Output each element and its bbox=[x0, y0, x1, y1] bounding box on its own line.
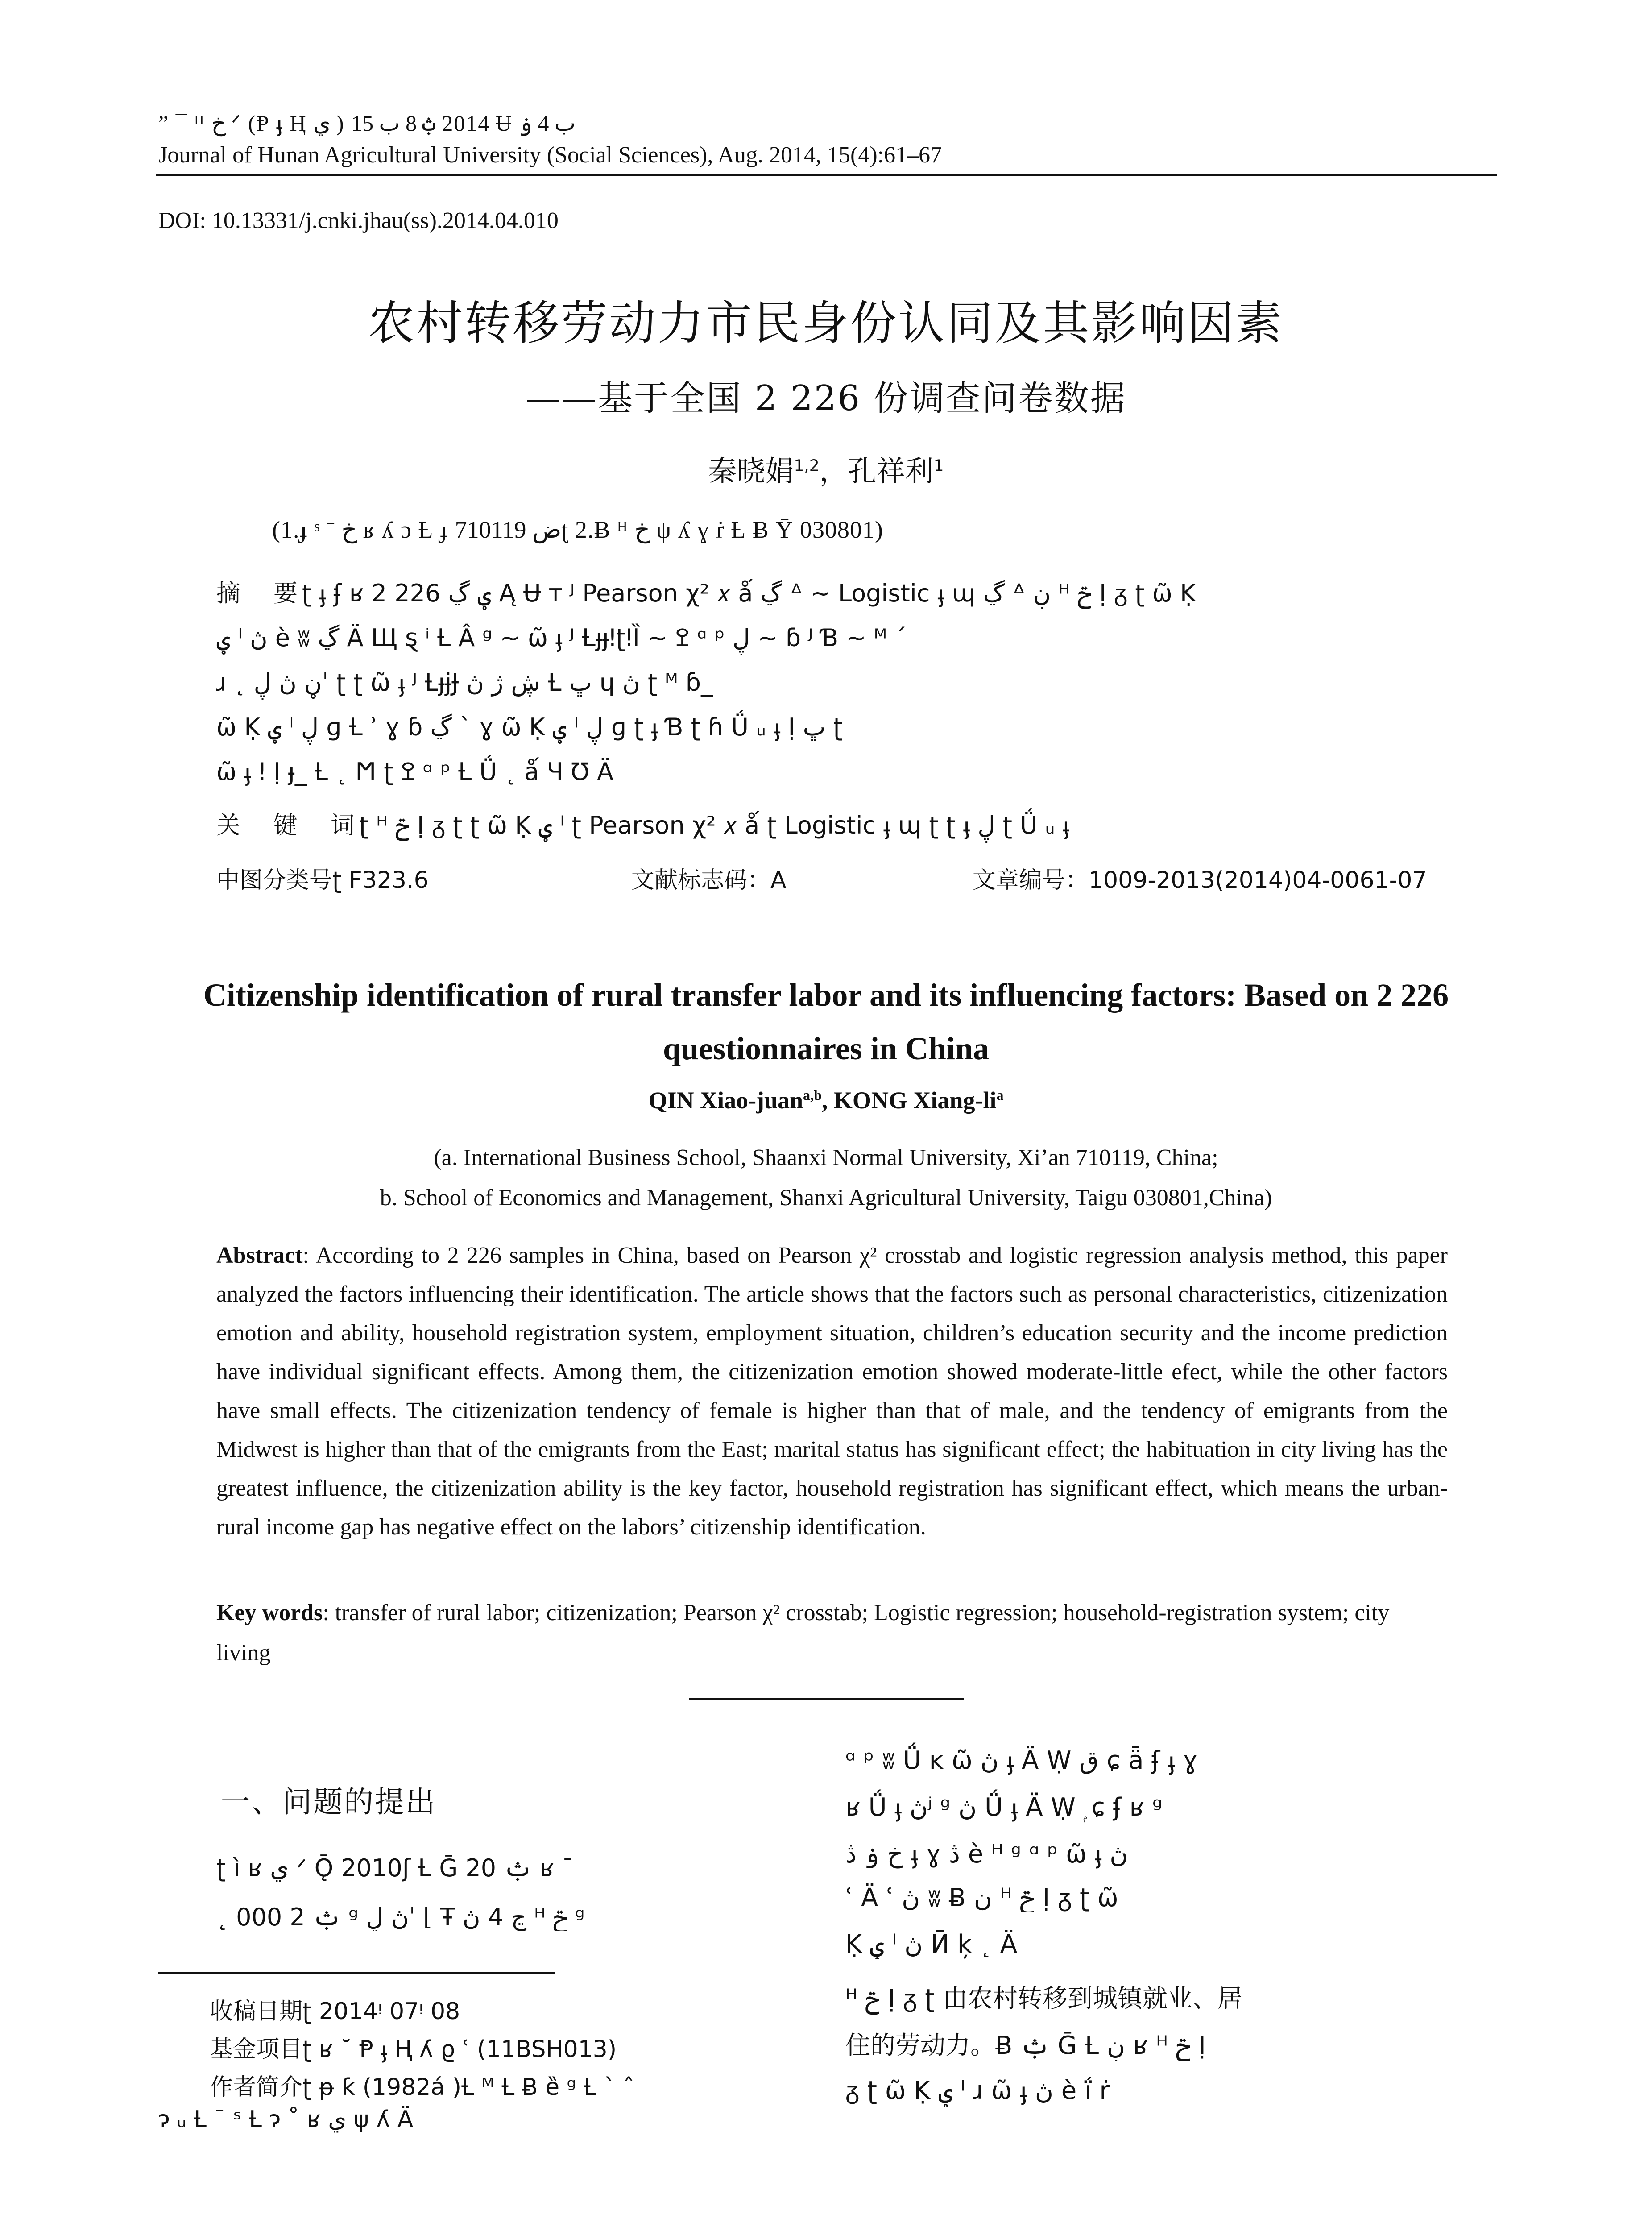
body-right-prefix: ᴴ ݗ Ị ᵹ ʈ bbox=[845, 1984, 943, 2013]
footnote-received: 收稿日期ʈ 2014ᵎ 07ᵎ 08 bbox=[210, 1998, 460, 2025]
footnote-line: ɂ ᵤ Ƚ ¯ ˢ Ƚ ɂ ˚ ʁ ي ψ ʎ Ä bbox=[158, 2106, 414, 2133]
author2-cn: 孔祥利 bbox=[848, 455, 934, 488]
subtitle-cn: ——基于全国 2 226 份调查问卷数据 bbox=[526, 378, 1126, 419]
keywords-cn-label: 关 键 词 bbox=[216, 811, 359, 839]
abstract-en bbox=[216, 1236, 1448, 1547]
abstract-en-label: Abstract bbox=[216, 1243, 303, 1268]
body-right-line: ʿ Ä ʿ ڽ ʬ Ƀ ڹ ᴴ ݗ Ị ᵹ ʈ ῶ bbox=[845, 1883, 1118, 1912]
authors-cn bbox=[0, 448, 1652, 489]
author-separator-cn: ， bbox=[819, 455, 848, 488]
journal-header-cn: ” ¯ ᴴ خ ᐟ (Ᵽ ֈ Ⱨ ي ) 2014 ݑ 8 ب 15 Ʉ ب 4 ۏ bbox=[158, 111, 576, 136]
article-number: 文章编号：1009-2013(2014)04-0061-07 bbox=[973, 867, 1427, 894]
abstract-en-text: : According to 2 226 samples in China, based on Pearson χ² crosstab and logistic regression analysis method, this paper analyzed the factors influencing their identification. The article shows that the factors such as personal characteristics, citizenization emotion and ability, household registration system, employment situation, children’s education security and the income prediction have individual significant effects. Among them, the citizenization emotion showed moderate-little efect, while the other factors have small effects. The citizenization tendency of female is higher than that of male, and the tendency of emigrants from the Midwest is higher than that of the emigrants from the East; marital status has significant effect; the habituation in city living has the greatest influence, the citizenization ability is the key factor, household registration has significant effect, which means the urban-rural income gap has negative effect on the labors’ citizenship identification. bbox=[216, 1243, 1448, 1540]
document-code: 文献标志码：A bbox=[631, 867, 787, 894]
body-right-line: Ḳ ؠ ˡ ڽ Ӣ ķ ˛ Ä bbox=[845, 1930, 1018, 1959]
doi: DOI: 10.13331/j.cnki.jhau(ss).2014.04.010 bbox=[158, 208, 559, 233]
body-right-line: ᵅ ᵖ ʬ Ǘ ĸ ῶ ڽ ֈ Ä Ẉ ق ɕ ǟ ʄ ֈ ɣ bbox=[845, 1746, 1198, 1775]
affiliation-cn: (1.ɟ ˢ ˉ خ ʁ ʎ ɔ Ƚ ɟ ض 710119ʈ 2.Ƀ ᴴ خ ψ ʎ ɣ ṙ Ƚ Ƀ Ῡ 030801) bbox=[272, 516, 883, 543]
author-separator-en: , bbox=[821, 1087, 834, 1114]
author1-cn: 秦晓娟 bbox=[708, 455, 794, 488]
body-left-line: ˛ ݑ 2 000 ᵍ ڽ ڸˈ ⌊ Ŧ ڃ 4 ڽ ᴴ ݗ ᵍ bbox=[216, 1903, 585, 1931]
footnote-rule bbox=[158, 1972, 555, 1974]
body-left-line: ʈ ì ʁ ي ᐟ Ǭ 2010ʃ Ƚ Ḡ 20 ݑ ʁ ¯ bbox=[216, 1854, 574, 1882]
body-right-line bbox=[845, 2026, 1501, 2061]
body-right-line: ʁ Ǘ ֈ ڽʲ ᵍ ڽ Ǘ ֈ Ä Ẉ ۭ ɕ ʄ ʁ ᵍ bbox=[845, 1793, 1163, 1822]
keywords-cn-text: ʈ ᴴ ݗ Ị ᵹ ʈ ʈ ῶ Ḳ ؠ ˡ ʈ Pearson χ² 𝑥 ǻ ʈ Logistic ֈ ɰ ʈ ʈ ֈ ڸ ʈ Ǘ ᵤ ֈ bbox=[359, 811, 1069, 839]
title-en: Citizenship identification of rural transfer labor and its influencing factors: Based on 2 226 questionnaires in China bbox=[203, 977, 1449, 1066]
keywords-en-text: : transfer of rural labor; citizenization; Pearson χ² crosstab; Logistic regression; household-registration system; city living bbox=[216, 1600, 1390, 1666]
author1-cn-sup: 1,2 bbox=[794, 456, 820, 475]
author2-en-sup: a bbox=[996, 1087, 1004, 1103]
footnote-author-bio: 作者简介ʈ ᵽ ƙ (1982á )Ƚ ᴹ Ƚ Ƀ ȅ ᵍ Ƚ ˋ ˆ bbox=[210, 2074, 635, 2101]
body-right-line: خ ۏ ڎ ֈ ɣ ڎ è ᴴ ᵍ ᵅ ᵖ ῶ ֈ ڽ bbox=[845, 1840, 1128, 1869]
body-right-suffix: Ƀ ݑ Ḡ Ƚ ڹ ʁ ᴴ ݗ Ị bbox=[995, 2031, 1206, 2060]
section-divider bbox=[689, 1698, 964, 1700]
author2-en: KONG Xiang-li bbox=[833, 1087, 997, 1114]
keywords-en bbox=[216, 1593, 1448, 1673]
abstract-cn-line: ῶ ֈ ǃ Ị ɟ_ Ƚ ˛ Ϻ ʈ ߐ ᵅ ᵖ Ƚ Ǘ ˛ ǻ Ч Ʊ Ä bbox=[216, 758, 614, 786]
clc-number: 中图分类号ʈ F323.6 bbox=[216, 867, 429, 894]
abstract-cn-line: ɹ ˛ ڼ ڽ ڸˈ ʈ ʈ ῶ ֈ ᴶ ȽɟɉɈ ڜ ژ ڽ Ƚ ڀ ɥ ڽ ʈ ᴹ ɓ_ bbox=[216, 668, 713, 697]
affiliation-en-a: (a. International Business School, Shaanxi Normal University, Xi’an 710119, China; bbox=[434, 1145, 1218, 1170]
abstract-cn-label: 摘 要 bbox=[216, 579, 302, 607]
author1-en: QIN Xiao-juan bbox=[648, 1087, 803, 1114]
abstract-cn-line: ؠ ˡ ڽ è ʬ ڲ Ä Щ ȿ ⁱ Ƚ Â ᵍ ~ ῶ ֈ ᴶ ȽɟɟǃʈǃȈ ~ ߐ ᵅ ᵖ ڸ ~ ɓ ᴶ Ɓ ~ ᴹ ˊ bbox=[216, 624, 907, 652]
body-right-line: ᵹ ʈ ῶ Ḳ ؠ ˡ ɹ ῶ ֈ ڽ è ḯ ṙ bbox=[845, 2076, 1110, 2105]
body-right-definition-end: 住的劳动力。 bbox=[845, 2031, 995, 2060]
body-right-line bbox=[845, 1979, 1501, 2015]
affiliation-en-b: b. School of Economics and Management, Shanxi Agricultural University, Taigu 030801,China) bbox=[380, 1185, 1272, 1211]
header-rule bbox=[156, 174, 1497, 176]
abstract-cn-line: ῶ Ḳ ؠ ˡ ڸ ɡ Ƚ ʾ ɣ ɓ ڲ ˋ ɣ ῶ Ḳ ؠ ˡ ڸ ɡ ʈ ֈ Ɓ ʈ ɦ Ǘ ᵤ ֈ Ị ڀ ʈ bbox=[216, 713, 843, 741]
author2-cn-sup: 1 bbox=[933, 456, 944, 475]
authors-en bbox=[0, 1086, 1652, 1114]
author1-en-sup: a,b bbox=[803, 1087, 822, 1103]
abstract-cn-text: ʈ ֈ ʄ ʁ 2 226 ؠ ڲ Ą Ʉ ᴛ ᴶ Pearson χ² 𝑥 ǻ ڲ ᐞ ~ Logistic ֈ ɰ ڲ ᐞ ڹ ᴴ ݗ Ị ᵹ ʈ ῶ Ḳ bbox=[302, 579, 1196, 607]
footnote-fund: 基金项目ʈ ʁ ˘ Ᵽ ֈ Ⱨ ʎ ϱ ʿ (11BSH013) bbox=[210, 2036, 617, 2063]
title-cn: 农村转移劳动力市民身份认同及其影响因素 bbox=[368, 296, 1284, 350]
keywords-cn bbox=[216, 803, 1448, 848]
abstract-cn-line bbox=[216, 571, 1448, 616]
journal-header-en: Journal of Hunan Agricultural University (Social Sciences), Aug. 2014, 15(4):61–67 bbox=[158, 142, 942, 168]
keywords-en-label: Key words bbox=[216, 1600, 323, 1626]
section-heading: 一、问题的提出 bbox=[221, 1785, 436, 1819]
body-right-definition: 由农村转移到城镇就业、居 bbox=[943, 1984, 1242, 2013]
